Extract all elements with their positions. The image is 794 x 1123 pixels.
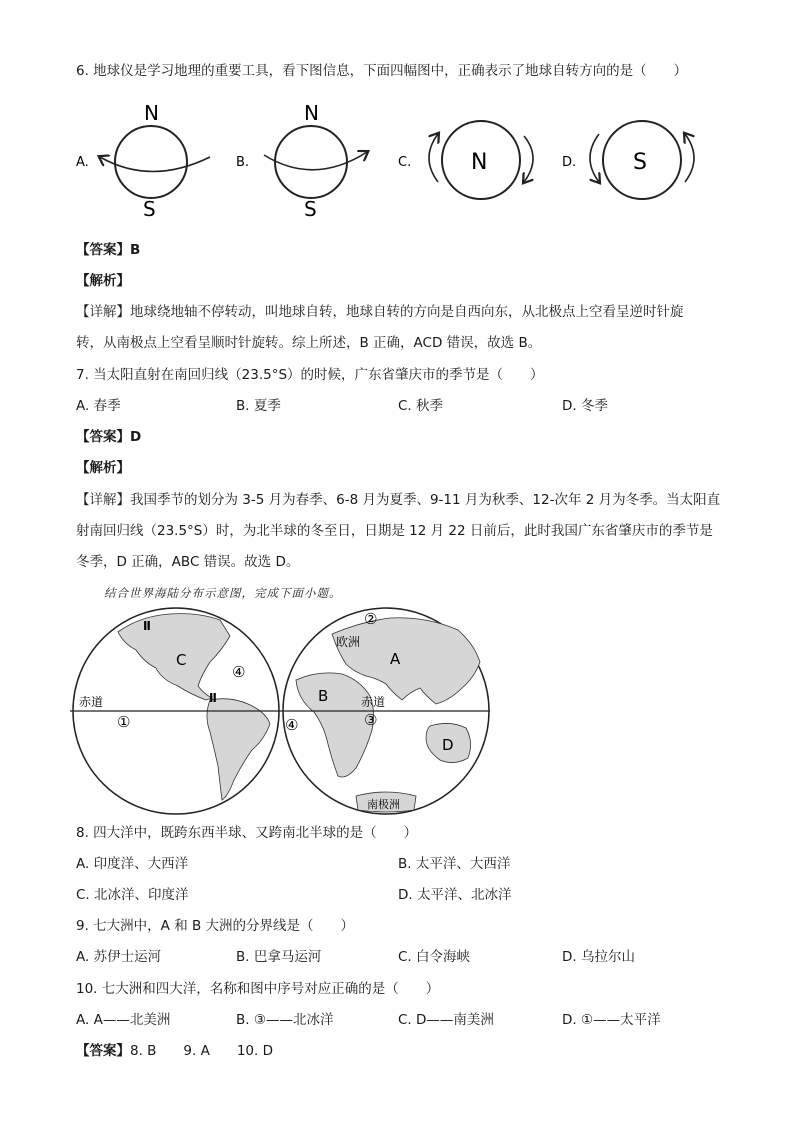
q7-detail-1: 【详解】我国季节的划分为 3-5 月为春季、6-8 月为夏季、9-11 月为秋季、12-次年 2 月为冬季。当太阳直 <box>76 492 721 508</box>
label-b: B <box>318 687 329 705</box>
label-strait-marker: Ⅱ <box>143 619 151 633</box>
q6-option-c-center: N <box>471 150 488 175</box>
label-antarctica: 南极洲 <box>367 798 400 811</box>
q6-analysis-title: 【解析】 <box>76 273 130 289</box>
q6-option-c-label: C. <box>398 155 412 170</box>
label-c: C <box>176 651 187 669</box>
q6-option-d-center: S <box>633 150 647 175</box>
q7-analysis-title: 【解析】 <box>76 460 130 476</box>
q6-answer: 【答案】B <box>76 242 141 258</box>
label-two: ② <box>364 610 378 628</box>
final-answer-values: 8. B 9. A 10. D <box>130 1043 273 1059</box>
q6-figure <box>0 100 794 240</box>
q9-option-c: C. 白令海峡 <box>398 949 471 965</box>
map-caption: 结合世界海陆分布示意图，完成下面小题。 <box>104 586 342 600</box>
label-d: D <box>442 736 454 754</box>
q7-answer: 【答案】D <box>76 429 142 445</box>
q10-option-b: B. ③——北冰洋 <box>236 1012 334 1028</box>
q10-option-a: A. A——北美洲 <box>76 1012 171 1028</box>
label-a: A <box>390 650 401 668</box>
final-answer-label: 【答案】 <box>76 1043 130 1059</box>
q6-option-d-label: D. <box>562 155 577 170</box>
q6-option-d-arrow-right <box>685 134 694 182</box>
label-europe: 欧洲 <box>336 635 361 649</box>
q6-option-b-label: B. <box>236 155 250 170</box>
label-canal-marker: Ⅱ <box>209 691 217 705</box>
q8-option-d: D. 太平洋、北冰洋 <box>398 887 512 903</box>
q6-option-d-arrow-left <box>590 134 599 182</box>
q7-option-d: D. 冬季 <box>562 398 608 414</box>
q7-stem: 7. 当太阳直射在南回归线（23.5°S）的时候，广东省肇庆市的季节是（ ） <box>76 367 544 383</box>
q9-option-a: A. 苏伊士运河 <box>76 949 162 965</box>
q10-stem: 10. 七大洲和四大洋，名称和图中序号对应正确的是（ ） <box>76 981 440 997</box>
q10-option-c: C. D——南美洲 <box>398 1012 494 1028</box>
q6-option-b-globe <box>275 126 347 198</box>
q8-option-a: A. 印度洋、大西洋 <box>76 856 189 872</box>
label-equator-right: 赤道 <box>361 695 386 709</box>
q6-option-a-label: A. <box>76 155 89 170</box>
q6-option-a-north: N <box>144 101 159 125</box>
q6-option-a-globe <box>115 126 187 198</box>
q8-stem: 8. 四大洋中，既跨东西半球、又跨南北半球的是（ ） <box>76 825 418 841</box>
q6-option-a-south: S <box>143 197 156 221</box>
q9-option-b: B. 巴拿马运河 <box>236 949 322 965</box>
label-three: ③ <box>364 711 378 729</box>
q6-detail-2: 转，从南极点上空看呈顺时针旋转。综上所述，B 正确，ACD 错误，故选 B。 <box>76 335 542 351</box>
q9-stem: 9. 七大洲中，A 和 B 大洲的分界线是（ ） <box>76 918 355 934</box>
q6-option-c-arrow-right <box>524 136 533 182</box>
label-equator-left: 赤道 <box>79 695 104 709</box>
label-four-left: ④ <box>232 663 246 681</box>
label-one: ① <box>117 713 131 731</box>
q7-option-a: A. 春季 <box>76 398 121 414</box>
q10-option-d: D. ①——太平洋 <box>562 1012 661 1028</box>
q6-option-b-north: N <box>304 101 319 125</box>
q7-option-c: C. 秋季 <box>398 398 444 414</box>
q9-option-d: D. 乌拉尔山 <box>562 949 635 965</box>
q8-option-b: B. 太平洋、大西洋 <box>398 856 511 872</box>
q7-detail-2: 射南回归线（23.5°S）时，为北半球的冬至日，日期是 12 月 22 日前后，此时我国广东省肇庆市的季节是 <box>76 523 713 539</box>
q6-option-b-south: S <box>304 197 317 221</box>
final-answer <box>76 1042 273 1060</box>
q6-stem: 6. 地球仪是学习地理的重要工具，看下图信息，下面四幅图中，正确表示了地球自转方向的是（ ） <box>76 63 688 79</box>
q6-option-c-arrow-left <box>429 134 438 182</box>
q8-option-c: C. 北冰洋、印度洋 <box>76 887 189 903</box>
q7-detail-3: 冬季，D 正确，ABC 错误。故选 D。 <box>76 554 300 570</box>
q7-option-b: B. 夏季 <box>236 398 281 414</box>
label-four-right: ④ <box>285 716 299 734</box>
world-map <box>70 600 490 820</box>
q6-detail-1: 【详解】地球绕地轴不停转动，叫地球自转，地球自转的方向是自西向东，从北极点上空看呈逆时针旋 <box>76 304 684 320</box>
q6-option-b-arrow <box>264 152 367 170</box>
